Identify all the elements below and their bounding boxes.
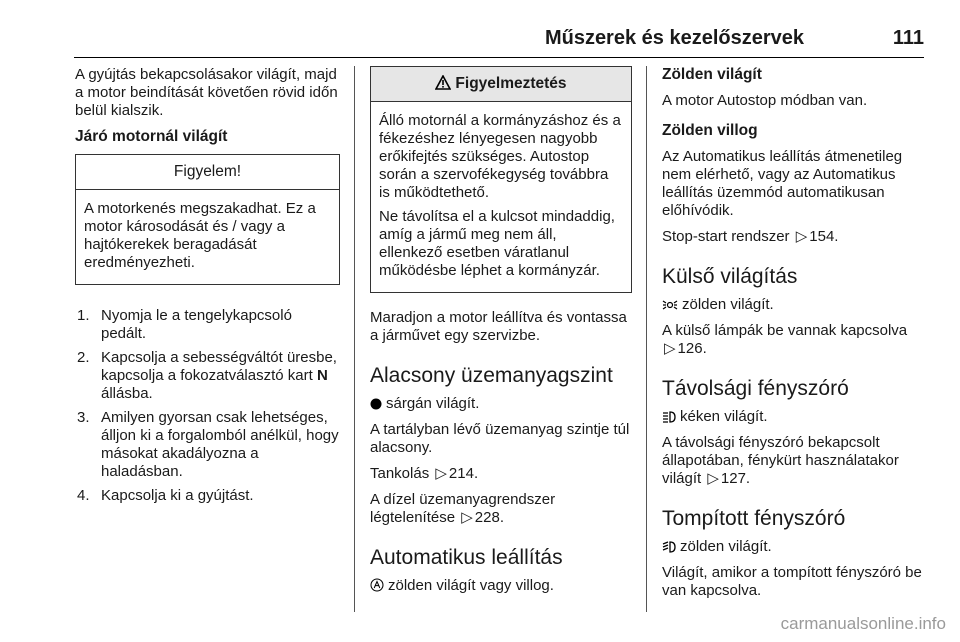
column-right	[662, 66, 924, 608]
list-item: 2. Kapcsolja a sebességváltót üresbe, kapcsolja a fokozatválasztó kart N állásba.	[77, 349, 337, 402]
low-beam-heading: Tompított fényszóró	[662, 507, 846, 530]
high-beam-text: A távolsági fényszóró bekapcsolt állapotában, fénykürt használatakor világít ▷ 127.	[662, 434, 899, 487]
warning-text: Álló motornál a kormányzáshoz és a fékezéshez lényegesen nagyobb erőkifejtés szükséges. Autostop során a szervofékegység továbbra is működtethető.	[379, 112, 621, 201]
notice-box	[75, 154, 340, 285]
watermark: carmanualsonline.info	[780, 614, 946, 633]
green-lit-text: A motor Autostop módban van.	[662, 92, 868, 109]
stop-start-reference: Stop-start rendszer ▷ 154.	[662, 228, 839, 245]
warning-box	[370, 66, 632, 293]
list-item: 1. Nyomja le a tengelykapcsoló pedált.	[77, 307, 292, 342]
exterior-lights-heading: Külső világítás	[662, 265, 798, 288]
page-header	[74, 27, 924, 58]
green-lit-heading: Zölden világít	[662, 66, 762, 83]
low-beam-text: Világít, amikor a tompított fényszóró be van kapcsolva.	[662, 564, 922, 599]
page-number: 111	[892, 27, 924, 49]
bleed-reference: A dízel üzemanyagrendszer légtelenítése ▷ 228.	[370, 491, 556, 526]
page-reference-icon: ▷	[664, 340, 676, 357]
low-beam-icon	[662, 541, 676, 553]
low-beam-status: zölden világít.	[662, 538, 924, 556]
list-item: 3. Amilyen gyorsan csak lehetséges, álljon ki a forgalomból anélkül, hogy másokat akadályozna a haladásban.	[77, 409, 339, 480]
exterior-lights-status: zölden világít.	[662, 296, 924, 314]
warning-triangle-icon	[435, 75, 451, 90]
notice-title: Figyelem!	[76, 155, 339, 190]
low-fuel-text: A tartályban lévő üzemanyag szintje túl alacsony.	[370, 421, 630, 456]
high-beam-icon	[662, 411, 676, 423]
refuel-reference: Tankolás ▷ 214.	[370, 465, 479, 482]
steps-list	[75, 307, 340, 505]
high-beam-heading: Távolsági fényszóró	[662, 377, 849, 400]
page-reference-icon: ▷	[435, 465, 447, 482]
exterior-light-icon	[662, 299, 678, 311]
low-fuel-status: sárgán világít.	[370, 395, 632, 413]
list-item: 4. Kapcsolja ki a gyújtást.	[77, 487, 254, 504]
column-left	[75, 66, 340, 513]
intro-paragraph: A gyújtás bekapcsolásakor világít, majd a motor beindítását követően rövid időn belül kialszik.	[75, 66, 338, 119]
column-divider	[354, 66, 355, 612]
page-reference-icon: ▷	[795, 228, 808, 245]
section-title: Műszerek és kezelőszervek	[544, 27, 804, 49]
autostop-icon	[370, 578, 384, 592]
fuel-indicator-icon	[370, 398, 382, 410]
column-divider	[646, 66, 647, 612]
warning-title: Figyelmeztetés	[371, 67, 631, 102]
notice-text: A motorkenés megszakadhat. Ez a motor károsodását és / vagy a hajtókerekek beragadását eredményezheti.	[84, 200, 316, 271]
after-warning-text: Maradjon a motor leállítva és vontassa a járművet egy szervizbe.	[370, 309, 627, 344]
autostop-heading: Automatikus leállítás	[370, 546, 563, 569]
high-beam-status: kéken világít.	[662, 408, 924, 426]
green-flash-text: Az Automatikus leállítás átmenetileg nem elérhető, vagy az Automatikus leállítás üzemmód automatikusan előhívódik.	[662, 148, 903, 219]
warning-text: Ne távolítsa el a kulcsot mindaddig, amíg a jármű meg nem áll, ellenkező esetben váratlanul működésbe léphet a kormányzár.	[379, 208, 615, 279]
autostop-status: zölden világít vagy villog.	[370, 577, 632, 595]
running-engine-heading: Járó motornál világít	[75, 128, 228, 145]
green-flash-heading: Zölden villog	[662, 122, 758, 139]
page-reference-icon: ▷	[707, 470, 719, 487]
page-reference-icon: ▷	[461, 509, 473, 526]
low-fuel-heading: Alacsony üzemanyagszint	[370, 364, 613, 387]
column-middle	[370, 66, 632, 603]
exterior-lights-text: A külső lámpák be vannak kapcsolva ▷ 126.	[662, 322, 908, 357]
